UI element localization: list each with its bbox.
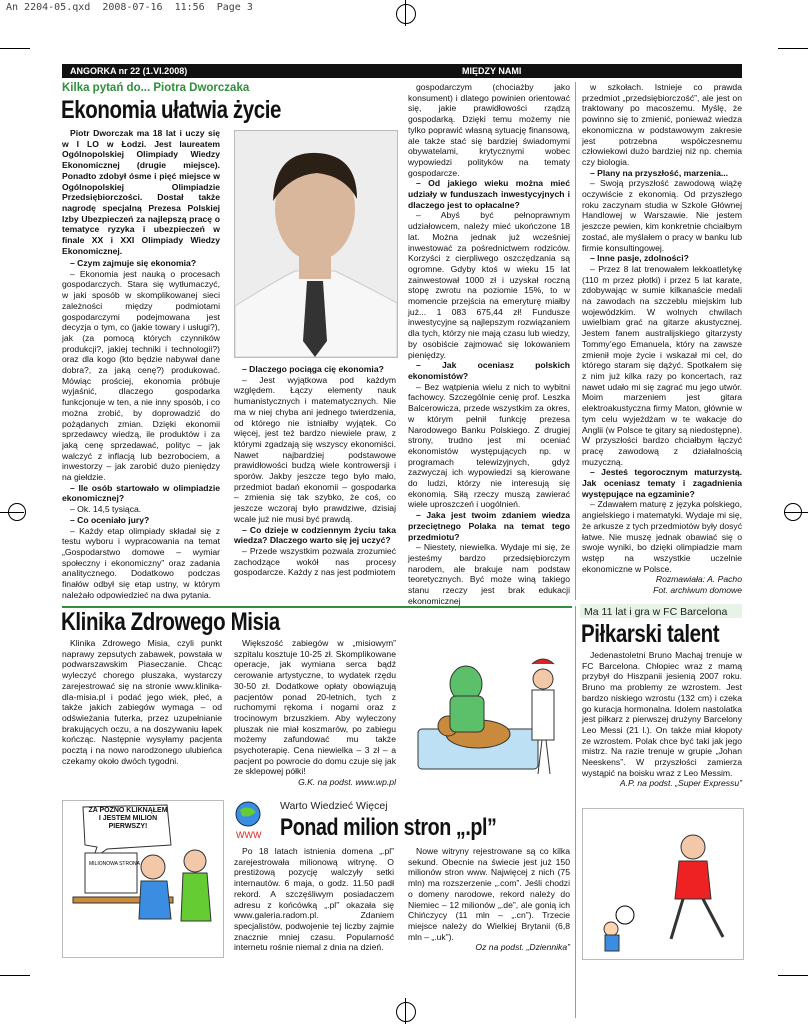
- a2-title: Klinika Zdrowego Misia: [61, 608, 280, 636]
- question: – Plany na przyszłość, marzenia...: [590, 167, 729, 178]
- question: – Jesteś tegorocznym maturzystą. Jak oceniasz tematy i zagadnienia występujące na egzaminie?: [582, 467, 742, 499]
- paragraph: – Jest wyjątkowa pod każdym względem. Łączy elementy nauk humanistycznych i matematycznych. Nie ma w niej chyba ani jednego twierdzenia, od którego nie istniałby wyjątek. Co więcej, jest też bardzo niewiele praw, z którymi zgadzają się wszyscy ekonomiści. Nawet najbardziej podstawowe prawidłowości budzą wiele kontrowersji i sporów. Jakby jeszcze tego było mało, przedmiot badań ekonomii – gospodarka – zmienia się tak szybko, że coś, co jeszcze wczoraj było prawdziwe, dzisiaj wcale już nie musi być prawdą.: [234, 374, 396, 524]
- question: – Jaka jest twoim zdaniem wiedza przeciętnego Polaka na temat tego przedmiotu?: [408, 510, 570, 542]
- clinic-cartoon: [408, 634, 570, 782]
- registration-mark-right: [784, 503, 802, 521]
- paragraph: – Przede wszystkim pozwala zrozumieć zachodzące wokół nas procesy gospodarcze. Każdy z nas jest podmiotem: [234, 545, 396, 578]
- registration-mark-bottom: [396, 1002, 416, 1022]
- a2-column-2: [234, 638, 396, 788]
- section-label: MIĘDZY NAMI: [462, 66, 522, 76]
- question: – Czym zajmuje się ekonomia?: [70, 258, 197, 268]
- a3-title: Piłkarski talent: [581, 620, 720, 648]
- a1-lead: [62, 128, 220, 256]
- credit-line: Fot. archiwum domowe: [653, 585, 742, 596]
- page-number: 5: [734, 63, 740, 75]
- a2-text-2: Większość zabiegów w „misiowym” szpitalu kosztuje 10-25 zł. Skomplikowane operacje, jak wymiana serca bądź cerowanie artystyczne, to wydatek rzędu 30-50 zł. Dodatkowe opłaty obowiązują pacjentów ponad 20-letnich, tych z ruchomymi rękoma i nogami oraz z trocinowym brzuszkiem. Aby wyleczony pluszak nie miał koszmarów, po zabiegu możemy zafundować mu także psychoterapię. Cena niewielka – 3 zł – a pacjent po powrocie do domu czuje się jak ze sklepowej półki!: [234, 638, 396, 777]
- crop-mark-br: [778, 975, 808, 976]
- a4-column-1: [234, 846, 394, 953]
- a4-text-1: Po 18 latach istnienia domena „.pl” zarejestrowała milionową witrynę. O prestiżową pozycję walczyły setki internautów. 6 maja, o godz. 11.50 padł rekord. A szczęśliwym posiadaczem adresu z końcówką „.pl” okazała się www.galeria.radom.pl. Zdaniem specjalistów, podwojenie tej liczby zajmie znacznie mniej czasu. Popularność internetu rośnie niemal z dnia na dzień.: [234, 846, 394, 953]
- paragraph: – Przez 8 lat trenowałem lekkoatletykę (110 m przez płotki) i przez 5 lat karate, zdobywając w sumie kilkanaście medali na zawodach na szczeblu miejskim lub wojewódzkim. W wolnych chwilach uwielbiam grać na gitarze akustycznej. Jestem fanem australijskiego gitarzysty Tommy’ego Emanuela, który na zawsze zmienił moje życie i wskazał mi cel, do którego staram się dążyć. Spotkałem się z nim już kilka razy po koncertach, raz nawet udało mi się zagrać mu jego utwór. Moim marzeniem jest gitara elektroakustyczna firmy Maton, głównie w tym celu wyjeżdżam w te wakacje do Anglii (w Polsce te gitary są niedostępne). W przyszłości bardzo chciałbym łączyć pracę zawodową z działalnością muzyczną.: [582, 263, 742, 467]
- paragraph: – Ekonomia jest nauką o procesach gospodarczych. Stara się wytłumaczyć, w jaki sposób w skomplikowanej sieci zależności między podmiotami gospodarczymi podejmowana jest decyzja o tym, co (jakie towary i usługi?), jak (za pomocą których czynników produkcji?, jakiej techniki i technologii?) oraz dla kogo (kto będzie nabywał dane dobra?, za jaką cenę?) produkować. Mówiąc prościej, ekonomia próbuje wyjaśnić, dlaczego gospodarka funkcjonuje w ten, a nie inny sposób, i co można zrobić, by doprowadzić do pożądanych zmian. Dzięki ekonomii sprzedawcy wiedzą, ile produktów i za jaką cenę sprzedawać, polityc – jak walczyć z inflacją lub bezrobociem, a inwestorzy – jak zarobić dużo pieniędzy na giełdzie.: [62, 268, 220, 483]
- paragraph: – Każdy etap olimpiady składał się z testu wyboru i wypracowania na temat „Gospodarstwo domowe – wymiar społeczny i ekonomiczny” oraz zadania analitycznego. Dodatkowo podczas finałów odbył się etap ustny, w którym należało odpowiedzieć na dwa pytania.: [62, 525, 220, 600]
- portrait-photo: [234, 130, 398, 358]
- a3-kicker: Ma 11 lat i gra w FC Barcelona: [584, 606, 728, 618]
- question: – Co dzieje w codziennym życiu taka wiedza? Dlaczego warto się jej uczyć?: [234, 524, 396, 546]
- ww-logo-text: WWW: [236, 830, 262, 840]
- a1-column-2: [234, 364, 396, 578]
- a3-text: Jedenastoletni Bruno Machaj trenuje w FC Barcelona. Chłopiec wraz z mamą przybył do Hiszpanii jesienią 2007 roku. Bruno ma problemy ze wzrostem. Jest bardzo niskiego wzrostu (132 cm) i czeka go kuracja hormonalna. Idolem nastolatka jest piłkarz z pierwszej drużyny Barcelony Leo Messi (21 l.). On także miał kłopoty ze wzrostem. Polak chce być taki jak jego mistrz. Na razie trenuje w grupie „Johan Neeskens”. W przyszłości zamierza wystąpić na boisku wraz z Leo Messim.: [582, 650, 742, 778]
- cartoon-screen-text: MILIONOWA STRONA: [89, 861, 140, 867]
- computer-cartoon: [62, 800, 224, 958]
- a1-lead-text: Piotr Dworczak ma 18 lat i uczy się w I LO w Łodzi. Jest laureatem Ogólnopolskiej Olimpiady Wiedzy Ekonomicznej (drugie miejsce). Ponadto zdobył ósme i pięć miejsce w Ogólnopolskiej Olimpiadzie Przedsiębiorczości. Dostał także nagrodę specjalną Prezesa Polskiej Izby Ubezpieczeń za najlepszą pracę o tematyce ryzyka i ubezpieczeń w finale XX i XXI Olimpiady Wiedzy Ekonomicznej.: [62, 128, 220, 256]
- paragraph: gospodarczym (chociażby jako konsument) i dlatego powinien orientować się, jakie prawidłowości rządzą gospodarką. Dzięki temu możemy nie tylko poprawić własną sytuację finansową, ale także stać się bardziej świadomymi obywatelami, krytycznymi wobec wypowiedzi polityków na tematy gospodarcze.: [408, 82, 570, 178]
- paragraph: – Zdawałem maturę z języka polskiego, angielskiego i matematyki. Wydaje mi się, że arkusze z tych przedmiotów były dosyć łatwe. Nie muszę jednak obawiać się o swoje wyniki, bo dzięki olimpiadzie mam wstęp na wszystkie uczelnie ekonomiczne w Polsce.: [582, 499, 742, 574]
- question: – Od jakiego wieku można mieć udziały w funduszach inwestycyjnych i dlaczego jest to opłacalne?: [408, 178, 570, 210]
- a4-credit: Oz na podst. „Dziennika”: [475, 942, 570, 953]
- cartoon-bubble-text: ZA PÓŹNO KLIKNĄŁEM I JESTEM MILION PIERWSZY!: [88, 807, 168, 830]
- registration-mark-top: [396, 4, 416, 24]
- header-band: [62, 64, 742, 78]
- a1-kicker: Kilka pytań do... Piotra Dworczaka: [62, 82, 250, 94]
- paragraph: – Swoją przyszłość zawodową wiążę oczywiście z ekonomią. Od przyszłego roku zaczynam studia w Szkole Głównej Handlowej w Warszawie. Nie jestem jeszcze pewien, kim konkretnie chciałbym zostać, ale myślałem o pracy w banku lub firmie konsultingowej.: [582, 178, 742, 253]
- credit-line: Rozmawiała: A. Pacho: [655, 574, 742, 585]
- crop-mark-tl: [0, 48, 30, 49]
- football-cartoon: [582, 808, 744, 960]
- column-divider: [575, 82, 576, 600]
- paragraph: – Abyś być pełnoprawnym udziałowcem, należy mieć ukończone 18 lat. Można jednak już wcześniej inwestować za pośrednictwem rodziców. Korzyści z cierpliwego oszczędzania są ogromne. Gdyby ktoś w wieku 15 lat zainwestował 1000 zł i uzyskał roczną stopę zwrotu na poziomie 15%, to w momencie przejścia na emeryturę miałby już... 1 083 675,44 zł! Fundusze inwestycyjne są najlepszym rozwiązaniem dla tych, którzy nie mają czasu lub wiedzy, by osobiście zajmować się lokowaniem pieniędzy.: [408, 210, 570, 360]
- a1-column-4: [582, 82, 742, 596]
- a4-text-2: Nowe witryny rejestrowane są co kilka sekund. Obecnie na świecie jest już 150 milionów stron www. Najwięcej z nich (75 mln) ma rozszerzenie „.com”. Jeśli chodzi o domeny narodowe, rekord należy do Niemiec – 12 milionów „.de”, ale gonią ich Chińczycy (11 mln – „.cn”). Trzecie miejsce należy do Wielkiej Brytanii (6,8 mln – „.uk”).: [408, 846, 570, 942]
- question: – Jak oceniasz polskich ekonomistów?: [408, 360, 570, 381]
- question: – Inne pasje, zdolności?: [590, 253, 689, 264]
- paragraph: – Niestety, niewielka. Wydaje mi się, że jesteśmy bardzo przedsiębiorczym narodem, ale brakuje nam podstaw teoretycznych. Być może winą takiego stanu rzeczy jest brak edukacji ekonomicznej: [408, 542, 570, 606]
- a2-text-1: Klinika Zdrowego Misia, czyli punkt naprawy zepsutych zabawek, powstała w podwarszawskim Piaseczanie. Chcąc wyleczyć chorego pluszaka, wystarczy zarejestrować się na stronie www.klinika-dla-misia.pl i podać jego wiek, płeć, a także jakich zabiegów wymaga – od odświeżania futerka, przez uzupełnianie brakujących oczu, a na doszywaniu łapek kończąc. Następnie wysyłamy pacjenta pocztą i na nowo narodzonego ulubieńca czekamy około dwóch tygodni.: [62, 638, 222, 766]
- crop-mark-tr: [778, 48, 808, 49]
- a1-column-1: [62, 258, 220, 601]
- a3-credit: A.P. na podst. „Super Expressu”: [619, 778, 742, 789]
- paragraph: – Bez wątpienia wielu z nich to wybitni fachowcy. Szczególnie cenię prof. Leszka Balcerowicza, przede wszystkim za okres, w którym pełnił funkcję prezesa Narodowego Banku Polskiego. Z drugiej strony, trudno jest mi oceniać ekonomistów występujących np. w programach telewizyjnych, gdyż zazwyczaj ich wypowiedzi są kierowane do ludzi, którzy nie interesują się ekonomią. Siłą rzeczy muszą zawierać wiele uproszczeń i uogólnień.: [408, 381, 570, 510]
- paragraph: – Ok. 14,5 tysiąca.: [70, 504, 142, 515]
- a4-title: Ponad milion stron „.pl”: [280, 814, 497, 841]
- question: – Ile osób startowało w olimpiadzie ekonomicznej?: [62, 482, 220, 504]
- a4-kicker: Warto Wiedzieć Więcej: [280, 800, 388, 812]
- issue-label: ANGORKA nr 22 (1.VI.2008): [70, 66, 188, 76]
- print-slug: An 2204-05.qxd 2008-07-16 11:56 Page 3: [6, 2, 253, 13]
- column-divider-2: [575, 606, 576, 1018]
- a3-column: [582, 650, 742, 789]
- a2-credit: G.K. na podst. www.wp.pl: [298, 777, 396, 788]
- registration-mark-left: [8, 503, 26, 521]
- crop-mark-bl: [0, 975, 30, 976]
- a4-column-2: [408, 846, 570, 953]
- a1-column-3: [408, 82, 570, 606]
- question: – Co oceniało jury?: [70, 514, 150, 525]
- a2-column-1: [62, 638, 222, 766]
- ww-logo: [234, 800, 264, 840]
- a1-title: Ekonomia ułatwia życie: [61, 96, 281, 124]
- question: – Dlaczego pociąga cię ekonomia?: [242, 364, 384, 374]
- paragraph: w szkołach. Istnieje co prawda przedmiot „przedsiębiorczość”, ale jest on traktowany po macoszemu. Myślę, że powinno się to zmienić, ponieważ wiedza ekonomiczna w podstawowym zakresie jest potrzebna współczesnemu człowiekowi dużo bardziej niż np. chemia czy biologia.: [582, 82, 742, 167]
